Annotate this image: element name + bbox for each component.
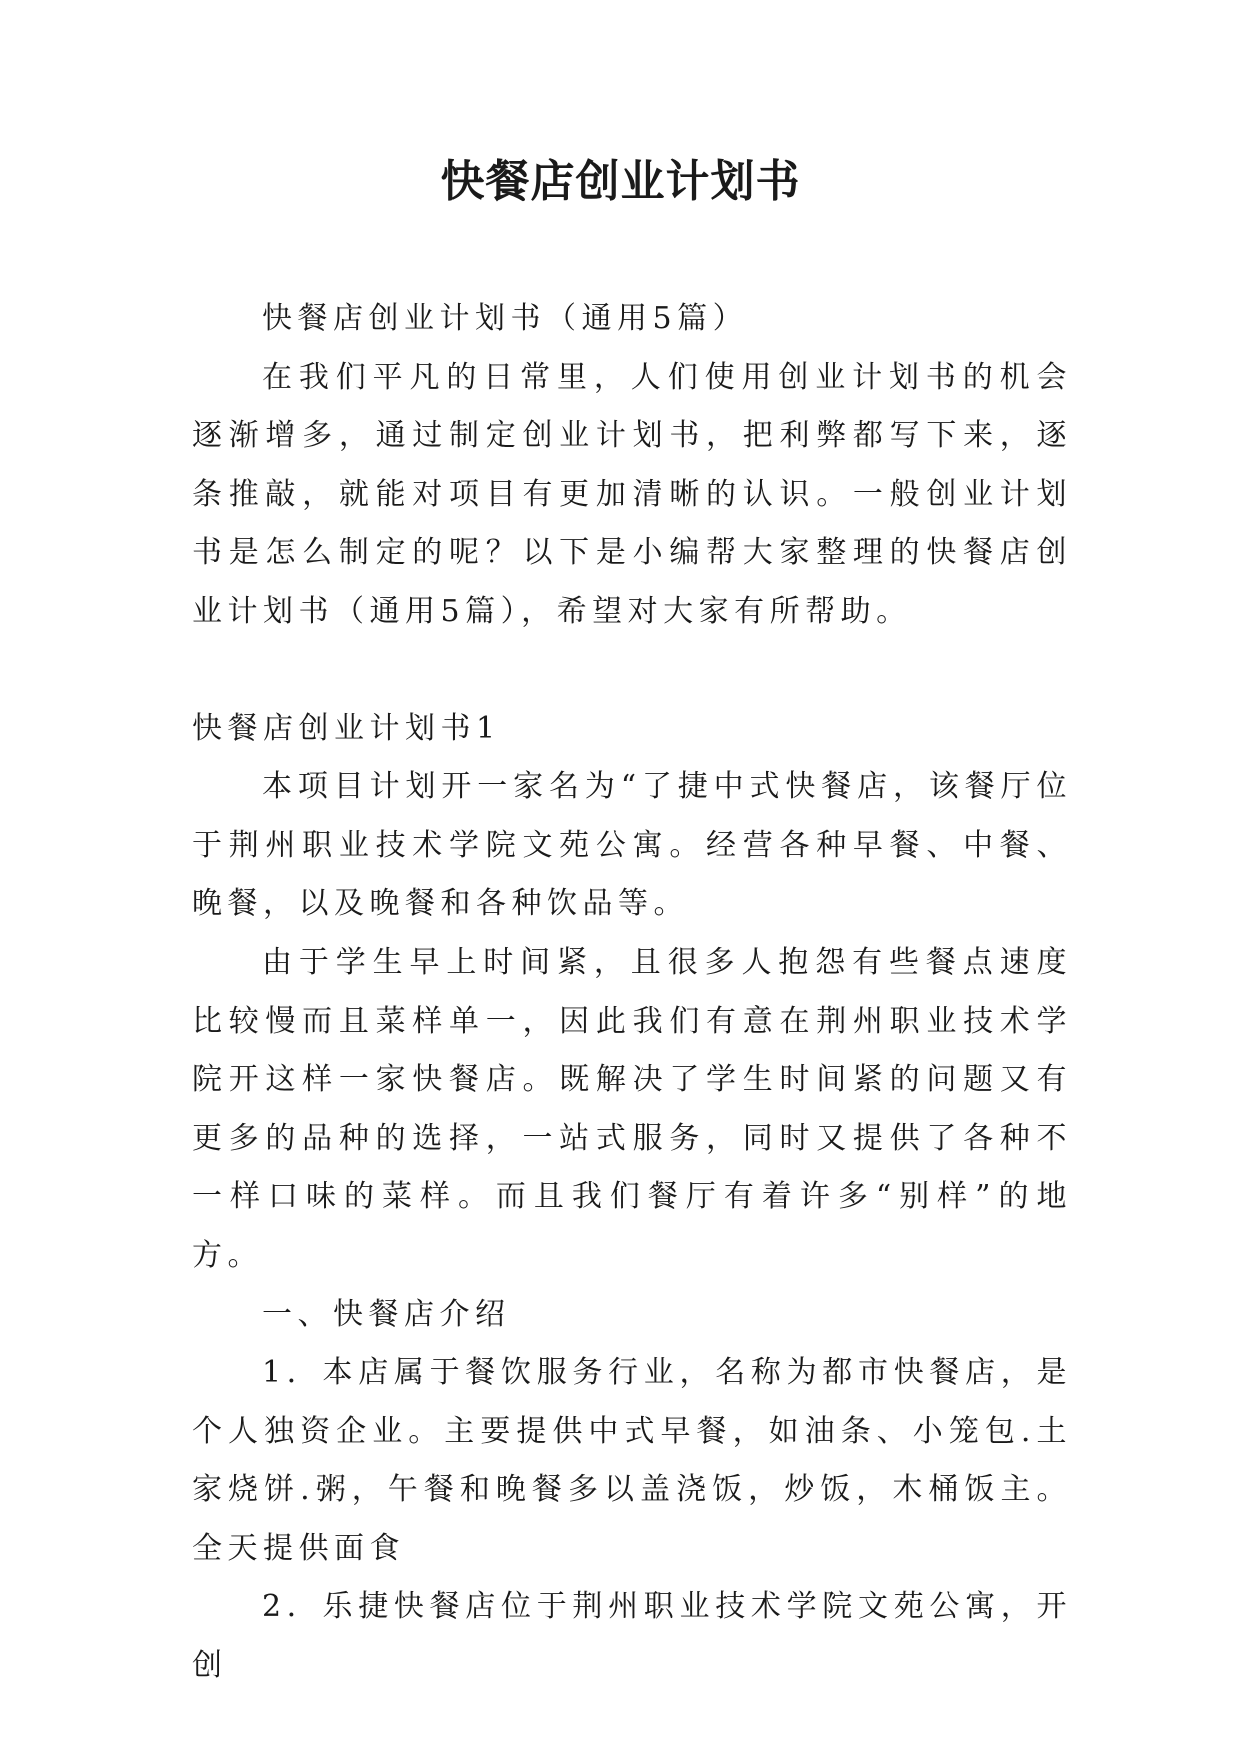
paragraph-spacer <box>192 642 1072 700</box>
document-body <box>192 290 1072 1696</box>
body-paragraph: 由于学生早上时间紧，且很多人抱怨有些餐点速度比较慢而且菜样单一，因此我们有意在荆州职业技术学院开这样一家快餐店。既解决了学生时间紧的问题又有更多的品种的选择，一站式服务，同时又提供了各种不一样口味的菜样。而且我们餐厅有着许多“别样”的地方。 <box>192 944 1072 1273</box>
body-paragraph: 本项目计划开一家名为“了捷中式快餐店，该餐厅位于荆州职业技术学院文苑公寓。经营各种早餐、中餐、晚餐，以及晚餐和各种饮品等。 <box>192 769 1072 922</box>
section-heading: 快餐店创业计划书1 <box>192 710 501 746</box>
subtitle-paragraph: 快餐店创业计划书（通用5篇） <box>262 301 749 336</box>
document-title: 快餐店创业计划书 <box>440 156 801 207</box>
list-item: 2．乐捷快餐店位于荆州职业技术学院文苑公寓，开创 <box>192 1589 1072 1684</box>
list-item: 1．本店属于餐饮服务行业，名称为都市快餐店，是个人独资企业。主要提供中式早餐，如油条、小笼包.土家烧饼.粥，午餐和晚餐多以盖浇饭，炒饭，木桶饭主。全天提供面食 <box>192 1355 1072 1566</box>
subsection-heading: 一、快餐店介绍 <box>262 1296 511 1332</box>
intro-paragraph: 在我们平凡的日常里，人们使用创业计划书的机会逐渐增多，通过制定创业计划书，把利弊都写下来，逐条推敲，就能对项目有更加清晰的认识。一般创业计划书是怎么制定的呢？以下是小编帮大家整理的快餐店创业计划书（通用5篇），希望对大家有所帮助。 <box>192 359 1072 629</box>
